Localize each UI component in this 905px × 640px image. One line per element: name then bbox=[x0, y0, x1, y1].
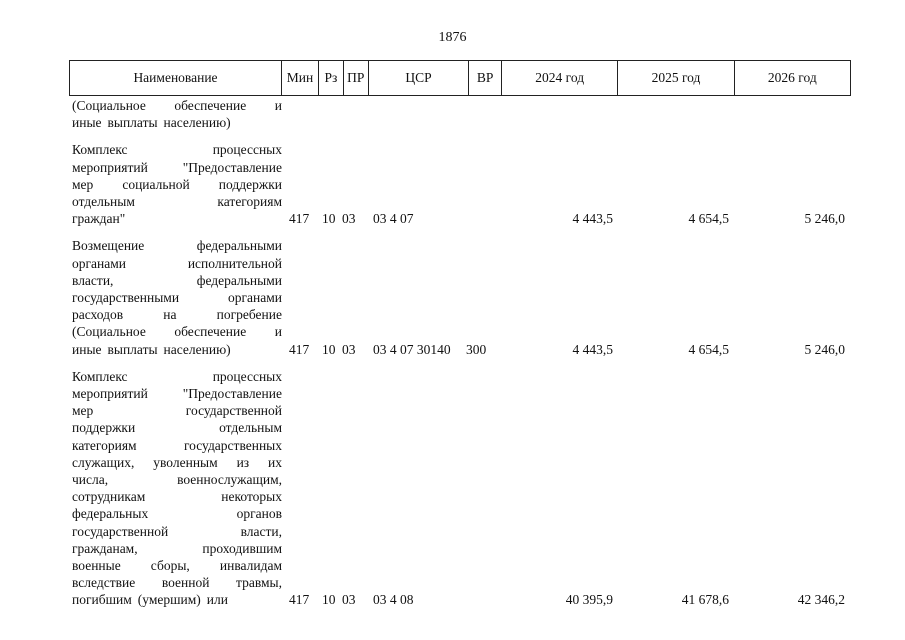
table-row bbox=[69, 368, 851, 609]
header-csr: ЦСР bbox=[368, 61, 468, 96]
table-row bbox=[69, 97, 851, 131]
header-2024: 2024 год bbox=[502, 61, 618, 96]
name-line: служащих, уволенным из их bbox=[72, 454, 282, 470]
cell-y2025: 4 654,5 bbox=[688, 341, 729, 357]
header-pr: ПР bbox=[343, 61, 368, 96]
name-line: государственными органами bbox=[72, 290, 282, 306]
name-line: отдельным категориям bbox=[72, 194, 282, 210]
page-number: 1876 bbox=[438, 30, 467, 45]
row-name bbox=[69, 97, 282, 131]
table-row bbox=[69, 237, 851, 357]
name-line: числа, военнослужащим, bbox=[72, 472, 282, 488]
cell-y2024: 40 395,9 bbox=[565, 592, 613, 608]
cell-pr: 03 bbox=[342, 341, 356, 357]
cell-vr: 300 bbox=[466, 341, 487, 357]
cell-pr: 03 bbox=[342, 592, 356, 608]
header-2026: 2026 год bbox=[734, 61, 850, 96]
name-line: сотрудникам некоторых bbox=[72, 489, 282, 505]
name-line: расходов на погребение bbox=[72, 307, 282, 323]
name-line: (Социальное обеспечение и bbox=[72, 324, 282, 340]
name-line: мероприятий "Предоставление bbox=[72, 159, 282, 175]
cell-pr: 03 bbox=[342, 211, 356, 227]
name-line: категориям государственных bbox=[72, 437, 282, 453]
cell-y2024: 4 443,5 bbox=[572, 211, 613, 227]
name-line: мероприятий "Предоставление bbox=[72, 386, 282, 402]
cell-rz: 10 bbox=[322, 341, 336, 357]
cell-y2026: 5 246,0 bbox=[804, 211, 845, 227]
name-line: государственной власти, bbox=[72, 523, 282, 539]
name-line: власти, федеральными bbox=[72, 272, 282, 288]
name-line: вследствие военной травмы, bbox=[72, 575, 282, 591]
name-line: Комплекс процессных bbox=[72, 142, 282, 158]
header-vr: ВР bbox=[469, 61, 502, 96]
row-name bbox=[69, 237, 282, 357]
cell-y2025: 41 678,6 bbox=[681, 592, 729, 608]
cell-y2025: 4 654,5 bbox=[688, 211, 729, 227]
name-line: Комплекс процессных bbox=[72, 368, 282, 384]
cell-min: 417 bbox=[289, 592, 310, 608]
table-body bbox=[69, 97, 851, 609]
cell-min: 417 bbox=[289, 211, 310, 227]
name-line: мер государственной bbox=[72, 403, 282, 419]
cell-rz: 10 bbox=[322, 592, 336, 608]
cell-csr: 03 4 07 bbox=[373, 211, 414, 227]
cell-csr: 03 4 07 30140 bbox=[373, 341, 451, 357]
name-line: военные сборы, инвалидам bbox=[72, 558, 282, 574]
name-line: (Социальное обеспечение и bbox=[72, 98, 282, 113]
row-name bbox=[69, 141, 282, 227]
header-2025: 2025 год bbox=[618, 61, 734, 96]
name-line: Возмещение федеральными bbox=[72, 238, 282, 254]
header-name: Наименование bbox=[70, 61, 282, 96]
cell-csr: 03 4 08 bbox=[373, 592, 414, 608]
name-line: мер социальной поддержки bbox=[72, 176, 282, 192]
name-line: органами исполнительной bbox=[72, 255, 282, 271]
cell-y2024: 4 443,5 bbox=[572, 341, 613, 357]
header-min: Мин bbox=[281, 61, 318, 96]
name-line: граждан" bbox=[72, 211, 126, 227]
header-rz: Рз bbox=[318, 61, 343, 96]
cell-y2026: 5 246,0 bbox=[804, 341, 845, 357]
cell-y2026: 42 346,2 bbox=[797, 592, 845, 608]
cell-min: 417 bbox=[289, 341, 310, 357]
name-line: погибшим (умершим) или bbox=[72, 592, 228, 608]
row-name bbox=[69, 368, 282, 609]
name-line: поддержки отдельным bbox=[72, 420, 282, 436]
table-row bbox=[69, 141, 851, 227]
name-line: иные выплаты населению) bbox=[72, 115, 231, 131]
table-header bbox=[69, 60, 851, 96]
name-line: гражданам, проходившим bbox=[72, 540, 282, 556]
cell-rz: 10 bbox=[322, 211, 336, 227]
name-line: иные выплаты населению) bbox=[72, 341, 231, 357]
name-line: федеральных органов bbox=[72, 506, 282, 522]
